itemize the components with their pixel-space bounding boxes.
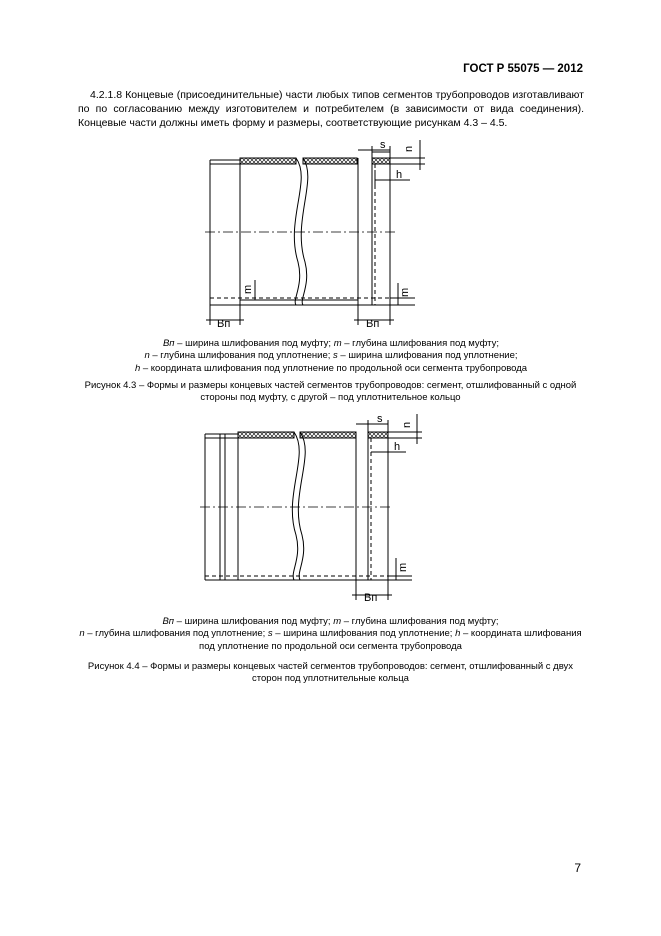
standard-header: ГОСТ Р 55075 — 2012 — [463, 63, 583, 75]
top-wall-hatch-a — [238, 432, 294, 438]
label-h: h — [396, 169, 403, 181]
figure-4-4-legend — [40, 616, 621, 653]
label-Bp-left: Bп — [217, 318, 231, 330]
label-s: s — [380, 139, 386, 151]
legend-line-1: Bп – ширина шлифования под муфту; m – глубина шлифования под муфту; — [162, 616, 499, 627]
label-Bp: Bп — [364, 592, 378, 604]
label-m-right: m — [399, 287, 411, 297]
page-number: 7 — [574, 861, 581, 875]
figure-4-3-drawing — [0, 130, 661, 335]
legend-line-3: под уплотнение по продольной оси сегмента трубопровода — [199, 640, 462, 652]
label-m: m — [397, 562, 409, 572]
legend-line-2: n – глубина шлифования под уплотнение; s – ширина шлифования под уплотнение; — [144, 350, 518, 362]
label-Bp-right: Bп — [366, 318, 380, 330]
legend-line-3: h – координата шлифования под уплотнение по продольной оси сегмента трубопровода — [134, 362, 528, 374]
label-n: n — [403, 145, 415, 152]
legend-line-2: n – глубина шлифования под уплотнение; s – ширина шлифования под уплотнение; h – координата шлифования — [79, 628, 582, 640]
legend-line-1: Bп – ширина шлифования под муфту; m – глубина шлифования под муфту; — [162, 338, 500, 349]
top-wall-hatch-3 — [372, 158, 390, 164]
top-wall-hatch — [240, 158, 296, 164]
figure-4-4-title: Рисунок 4.4 – Формы и размеры концевых частей сегментов трубопроводов: сегмент, отшлифованный с двух сторон под уплотнительные кольца — [87, 661, 574, 685]
label-n: n — [401, 421, 413, 428]
figure-4-4-drawing — [0, 410, 661, 605]
figure-4-3-legend — [78, 338, 584, 375]
label-s: s — [377, 413, 383, 425]
body-paragraph: 4.2.1.8 Концевые (присоединительные) части любых типов сегментов трубопроводов изготавливают по по согласованию между изготовителем и потребителем (в зависимости от вида соединения). Концевые части должны иметь форму и размеры, соответствующие рисункам 4.3 – 4.5. — [78, 89, 584, 129]
label-m: m — [242, 284, 254, 294]
top-wall-hatch-b — [300, 432, 356, 438]
top-wall-hatch-c — [368, 432, 388, 438]
figure-4-3-title: Рисунок 4.3 – Формы и размеры концевых частей сегментов трубопроводов: сегмент, отшлифованный с одной стороны под муфту, с другой – под уплотнительное кольцо — [84, 380, 577, 404]
label-h: h — [394, 441, 401, 453]
top-wall-hatch-2 — [303, 158, 357, 164]
